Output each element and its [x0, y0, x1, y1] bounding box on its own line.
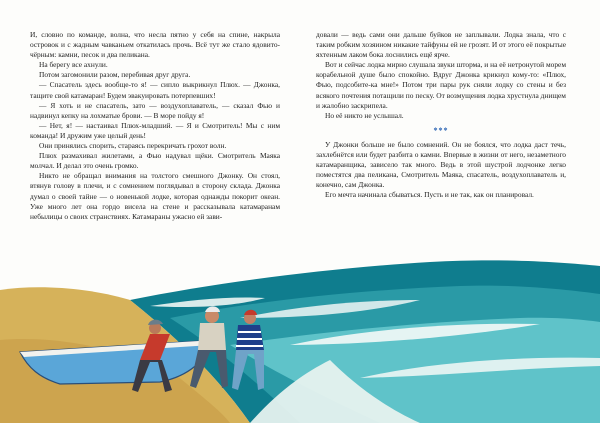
man-2-body [198, 323, 226, 350]
right-paragraph-5: Его мечта начинала сбываться. Пусть и не так, как он планировал. [325, 190, 534, 200]
right-page-text [316, 30, 566, 201]
left-paragraph-2: На берегу все ахнули. [39, 60, 108, 70]
left-paragraph-1: И, словно по команде, волна, что несла пятно у себя на спине, накрыла островок и с жадным чавканьем откатилась прочь. Всё тут же стало ядовито-чёрным: камни, песок и два пеликана. [30, 30, 280, 60]
left-paragraph-3: Потом загомонили разом, перебивая друг друга. [39, 70, 191, 80]
left-paragraph-6: — Нет, я! — настаивал Плюх-младший. — Я и Смотритель! Мы с ним команда! И дружим уже целый день! [30, 120, 280, 140]
left-paragraph-9: Никто не обращал внимания на толстого смешного Джонку. Он стоял, втянув голову в плечи, и с сомнением поглядывал в сторону склада. Джонка думал о своей тайне — о новенькой лодке, которая однажды покорит океан. Уже много лет она гордо висела на стене и рассказывала катамаранам небылицы о своих странствиях. Катамараны ужасно ей зави- [30, 171, 280, 221]
right-paragraph-4: У Джонки больше не было сомнений. Он не боялся, что лодка даст течь, захлебнётся или будет разбита о камни. Впервые в жизни от него, незаметного катамаранщика, зависело так много. Ведь в этой шустрой лодчонке легко поместятся два пеликана, Смотритель Маяка, спасатель, воздухоплаватель и, конечно, сам Джонка. [316, 139, 566, 190]
right-paragraph-2: Вот и сейчас лодка мирно слушала звуки шторма, и на её нетронутой морем корабельной душе было спокойно. Вдруг Джонка крикнул кому-то: «Плюх, Фью, подсобите-ка мне!» Потом три пары рук сняли лодку со стены и без всякого почтения потащили по песку. От возмущения лодка хрустнула днищем и жалобно заскрипела. [316, 60, 566, 110]
left-paragraph-7: Они принялись спорить, стараясь перекричать грохот волн. [39, 141, 227, 151]
section-separator: *** [433, 125, 449, 135]
left-paragraph-8: Плюх размахивал жилетами, а Фью надувал щёки. Смотритель Маяка молчал. И делал это очень громко. [30, 151, 280, 171]
right-paragraph-1: довали — ведь сами они дальше буйков не заплывали. Лодка знала, что с таким робким хозяином никакие тайфуны ей не грозят. И от этого её покрытые яхтенным лаком бока лоснились ещё ярче. [316, 30, 566, 60]
left-paragraph-5: — Я хоть и не спасатель, зато — воздухоплаватель, — сказал Фью и надвинул кепку на лохматые брови. — В море пойду я! [30, 100, 280, 120]
right-paragraph-3: Но её никто не услышал. [325, 110, 404, 120]
left-paragraph-4: — Спасатель здесь вообще-то я! — сипло выкрикнул Плюх. — Джонка, тащите свой катамаран! Будем эвакуировать потерпевших! [30, 80, 280, 100]
left-page-text [30, 30, 280, 222]
